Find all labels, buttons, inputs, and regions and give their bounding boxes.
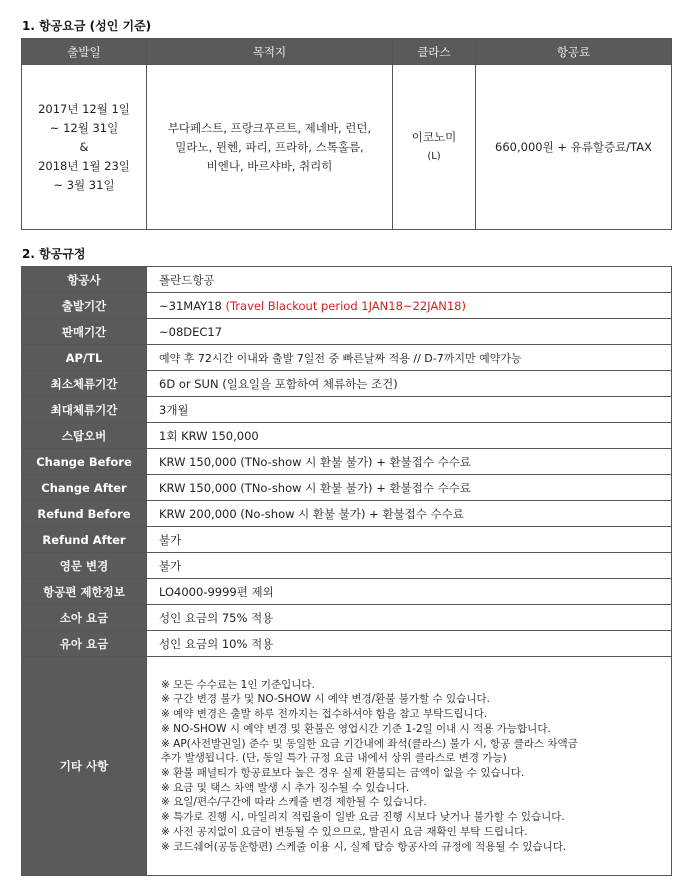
notes-label: 기타 사항 (22, 657, 147, 876)
destination-line: 비엔나, 바르샤바, 취리히 (206, 158, 333, 173)
rule-label: 영문 변경 (22, 553, 147, 579)
header-destination: 목적지 (147, 39, 393, 65)
rule-value: 불가 (147, 527, 672, 553)
rule-label: Change Before (22, 449, 147, 475)
rule-row (22, 501, 672, 527)
rule-value: KRW 150,000 (TNo-show 시 환불 불가) + 환불접수 수수료 (147, 475, 672, 501)
rule-label: 판매기간 (22, 319, 147, 345)
header-class: 클라스 (393, 39, 476, 65)
date-line: ~ 12월 31일 (49, 120, 119, 135)
rule-row (22, 579, 672, 605)
note-line: ※ 특가로 진행 시, 마일리지 적립율이 일반 요금 진행 시보다 낮거나 불가할 수 있습니다. (161, 811, 565, 824)
date-line: 2017년 12월 1일 (38, 101, 130, 116)
rule-value: LO4000-9999편 제외 (147, 579, 672, 605)
date-line: & (79, 139, 89, 154)
rule-value: 성인 요금의 10% 적용 (147, 631, 672, 657)
rule-row (22, 319, 672, 345)
rule-row (22, 605, 672, 631)
rule-row (22, 631, 672, 657)
departure-period: ~31MAY18 (159, 298, 222, 313)
note-line: ※ 구간 변경 불가 및 NO-SHOW 시 예약 변경/환불 불가할 수 있습니다. (161, 693, 490, 706)
rule-row (22, 345, 672, 371)
rule-value: KRW 200,000 (No-show 시 환불 불가) + 환불접수 수수료 (147, 501, 672, 527)
rule-value: ~08DEC17 (147, 319, 672, 345)
rule-row (22, 553, 672, 579)
rule-label: 출발기간 (22, 293, 147, 319)
fare-table (21, 38, 672, 230)
rule-row (22, 475, 672, 501)
section-1-title: 1. 항공요금 (성인 기준) (22, 19, 152, 33)
fare-cell: 660,000원 + 유류할증료/TAX (476, 65, 672, 230)
header-fare: 항공료 (476, 39, 672, 65)
rule-value: KRW 150,000 (TNo-show 시 환불 불가) + 환불접수 수수료 (147, 449, 672, 475)
note-line: ※ 예약 변경은 출발 하루 전까지는 접수하셔야 함을 참고 부탁드립니다. (161, 708, 488, 721)
note-line: ※ 사전 공지없이 요금이 변동될 수 있으므로, 발권시 요금 재확인 부탁 드립니다. (161, 825, 528, 838)
rule-row (22, 371, 672, 397)
rule-label: 항공편 제한정보 (22, 579, 147, 605)
rule-label: 항공사 (22, 267, 147, 293)
note-line: 추가 발생됩니다. (단, 동일 특가 규정 요금 내에서 상위 클라스로 변경 가능) (161, 752, 507, 765)
note-line: ※ NO-SHOW 시 예약 변경 및 환불은 영업시간 기준 1-2일 이내 시 적용 가능합니다. (161, 722, 551, 735)
note-line: ※ 모든 수수료는 1인 기준입니다. (161, 678, 315, 691)
rule-value: 성인 요금의 75% 적용 (147, 605, 672, 631)
date-line: 2018년 1월 23일 (38, 158, 130, 173)
rule-row (22, 397, 672, 423)
class-cell (393, 65, 476, 230)
notes-list (147, 657, 672, 876)
rule-value: 예약 후 72시간 이내와 출발 7일전 중 빠른날짜 적용 // D-7까지만 예약가능 (147, 345, 672, 371)
class-name: 이코노미 (411, 130, 457, 144)
note-line: ※ 코드쉐어(공동운항편) 스케줄 이용 시, 실제 탑승 항공사의 규정에 적용될 수 있습니다. (161, 840, 567, 853)
rule-label: Refund After (22, 527, 147, 553)
note-line: ※ AP(사전발권일) 준수 및 동일한 요금 기간내에 좌석(클라스) 불가 시, 항공 클라스 차액금 (161, 737, 578, 750)
destination-line: 밀라노, 뮌헨, 파리, 프라하, 스톡홀름, (175, 139, 364, 154)
rule-label: AP/TL (22, 345, 147, 371)
rule-row (22, 293, 672, 319)
rule-value: 3개월 (147, 397, 672, 423)
rule-value: 1회 KRW 150,000 (147, 423, 672, 449)
rule-label: 최대체류기간 (22, 397, 147, 423)
rule-label: 스탑오버 (22, 423, 147, 449)
rule-label: 유아 요금 (22, 631, 147, 657)
section-2-title: 2. 항공규정 (22, 247, 86, 261)
rule-value: 불가 (147, 553, 672, 579)
rules-table (21, 266, 672, 876)
rule-value: 6D or SUN (일요일을 포함하여 체류하는 조건) (147, 371, 672, 397)
fare-table-row (22, 65, 672, 230)
destination-line: 부다페스트, 프랑크푸르트, 제네바, 런던, (167, 120, 372, 135)
rule-row (22, 527, 672, 553)
rule-row (22, 449, 672, 475)
rule-value (147, 293, 672, 319)
rule-label: 최소체류기간 (22, 371, 147, 397)
destinations (147, 65, 393, 230)
rule-value: 폴란드항공 (147, 267, 672, 293)
note-line: ※ 요일/편수/구간에 따라 스케줄 변경 제한될 수 있습니다. (161, 796, 427, 809)
rule-row (22, 423, 672, 449)
notes-row (22, 657, 672, 876)
note-line: ※ 환불 패널티가 항공료보다 높은 경우 실제 환불되는 금액이 없을 수 있습니다. (161, 767, 525, 779)
rule-row (22, 267, 672, 293)
blackout-period: (Travel Blackout period 1JAN18~22JAN18) (225, 298, 466, 313)
fare-table-header (22, 39, 672, 65)
departure-dates (22, 65, 147, 230)
class-code: (L) (427, 151, 441, 162)
rule-label: 소아 요금 (22, 605, 147, 631)
note-line: ※ 요금 및 택스 차액 발생 시 추가 징수될 수 있습니다. (161, 781, 410, 794)
rule-label: Refund Before (22, 501, 147, 527)
date-line: ~ 3월 31일 (53, 177, 115, 192)
header-departure: 출발일 (22, 39, 147, 65)
rule-label: Change After (22, 475, 147, 501)
